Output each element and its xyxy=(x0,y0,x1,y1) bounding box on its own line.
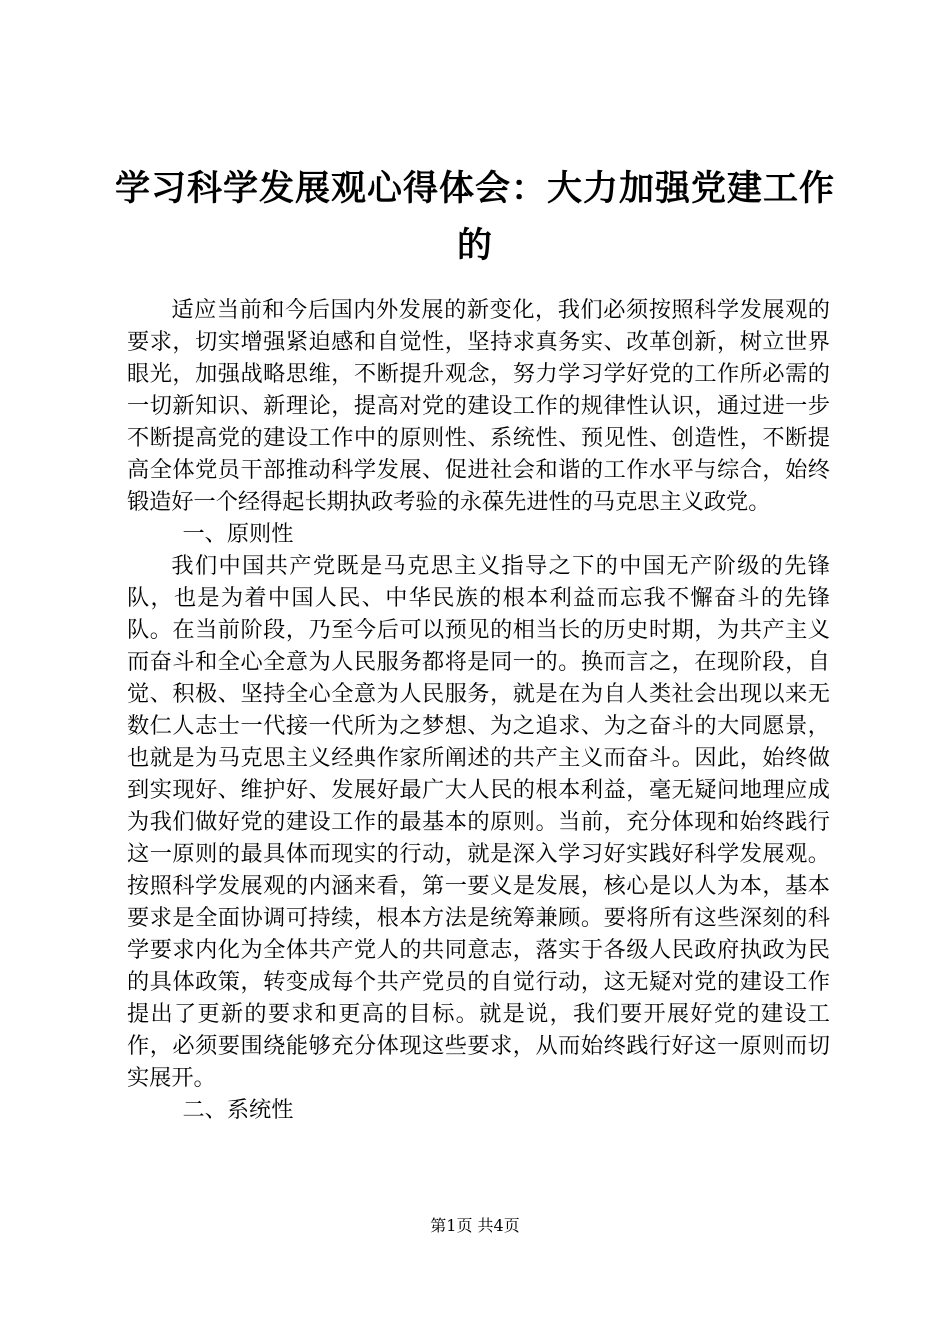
section-principle-paragraph: 我们中国共产党既是马克思主义指导之下的中国无产阶级的先锋队，也是为着中国人民、中华民族的根本利益而忘我不懈奋斗的先锋队。在当前阶段，乃至今后可以预见的相当长的历史时期，为共产主义而奋斗和全心全意为人民服务都将是同一的。换而言之，在现阶段，自觉、积极、坚持全心全意为人民服务，就是在为自人类社会出现以来无数仁人志士一代接一代所为之梦想、为之追求、为之奋斗的大同愿景，也就是为马克思主义经典作家所阐述的共产主义而奋斗。因此，始终做到实现好、维护好、发展好最广大人民的根本利益，毫无疑问地理应成为我们做好党的建设工作的最基本的原则。当前，充分体现和始终践行这一原则的最具体而现实的行动，就是深入学习好实践好科学发展观。按照科学发展观的内涵来看，第一要义是发展，核心是以人为本，基本要求是全面协调可持续，根本方法是统筹兼顾。要将所有这些深刻的科学要求内化为全体共产党人的共同意志，落实于各级人民政府执政为民的具体政策，转变成每个共产党员的自觉行动，这无疑对党的建设工作提出了更新的要求和更高的目标。就是说，我们要开展好党的建设工作，必须要围绕能够充分体现这些要求，从而始终践行好这一原则而切实展开。 xyxy=(127,553,830,1091)
page-number-footer: 第1页 共4页 xyxy=(430,1216,520,1235)
intro-paragraph: 适应当前和今后国内外发展的新变化，我们必须按照科学发展观的要求，切实增强紧迫感和自觉性，坚持求真务实、改革创新，树立世界眼光，加强战略思维，不断提升观念，努力学习学好党的工作所必需的一切新知识、新理论，提高对党的建设工作的规律性认识，通过进一步不断提高党的建设工作中的原则性、系统性、预见性、创造性，不断提高全体党员干部推动科学发展、促进社会和谐的工作水平与综合，始终锻造好一个经得起长期执政考验的永葆先进性的马克思主义政党。 xyxy=(127,297,830,515)
document-title: 学习科学发展观心得体会：大力加强党建工作的 xyxy=(114,168,835,266)
document-body xyxy=(127,294,830,1126)
section-heading-principle: 一、原则性 xyxy=(182,521,294,547)
section-heading-systematic: 二、系统性 xyxy=(182,1097,294,1123)
